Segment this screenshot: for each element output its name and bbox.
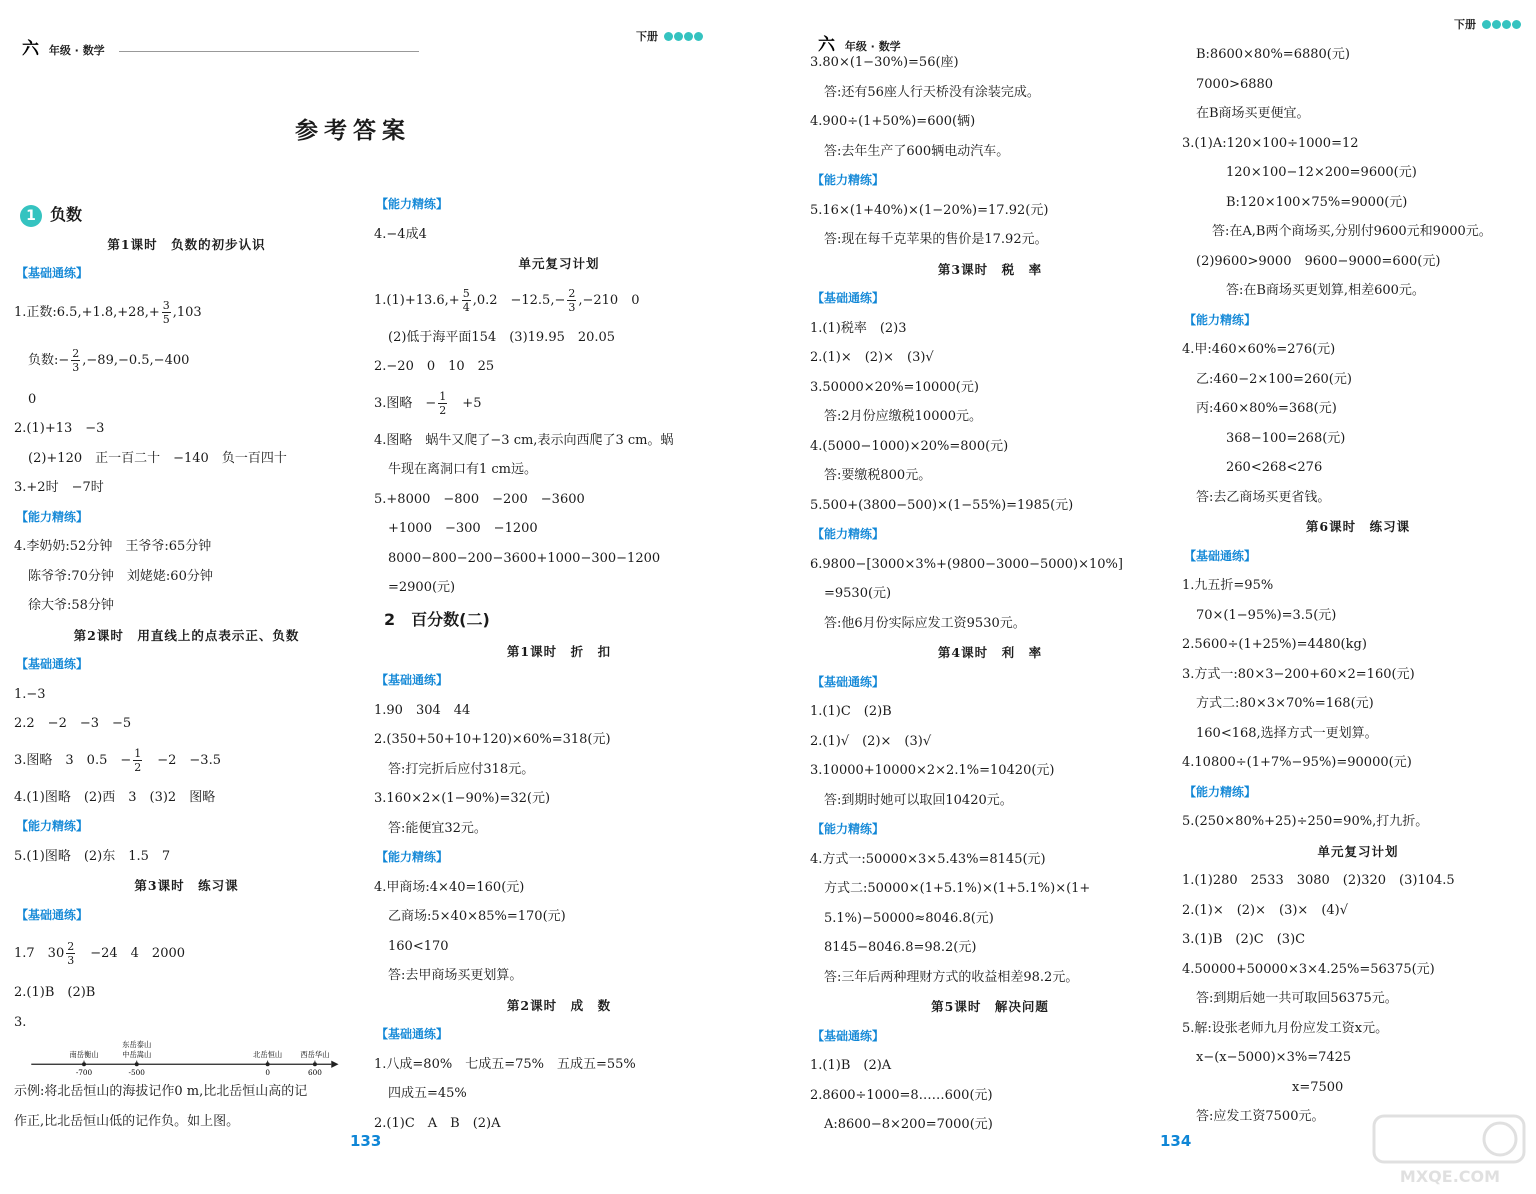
answer-line: 2.(1)B (2)B [14,985,96,1000]
answer-line: 答:三年后两种理财方式的收益相差98.2元。 [824,969,1079,985]
answer-line: 5.(250×80%+25)÷250=90%,打九折。 [1182,814,1429,829]
number-line-diagram [14,1037,354,1077]
grade-label: 年级 [844,40,867,53]
answer-line: 120×100−12×200=9600(元) [1226,165,1417,180]
answer-line: 4.900÷(1+50%)=600(辆) [810,114,976,129]
answer-line: 答:要缴税800元。 [824,468,932,483]
numline-label: 东岳泰山 [122,1040,152,1049]
answer-line: 3.(1)A:120×100÷1000=12 [1182,135,1359,151]
answer-line: x−(x−5000)×3%=7425 [1196,1050,1352,1065]
fraction: $\frac{3}{5}$ [162,298,170,326]
answer-line: 答:去乙商场买更省钱。 [1196,489,1331,505]
answer-line: 70×(1−95%)=3.5(元) [1196,607,1337,623]
answer-line: 4.(1)图略 (2)西 3 (3)2 图略 [14,789,216,805]
grade-label: 年级 [48,44,71,57]
answer-line: 丙:460×80%=368(元) [1196,401,1337,416]
answer-line: 方式二:80×3×70%=168(元) [1196,696,1374,711]
section-tag: 【基础通练】 [16,266,89,280]
answer-line: 3.80×(1−30%)=56(座) [810,55,959,70]
review-title: 单元复习计划 [518,256,600,271]
answer-line: 3.方式一:80×3−200+60×2=160(元) [1182,666,1415,682]
numline-tick-label: 0 [265,1068,270,1077]
answer-line: 答:到期后她一共可取回56375元。 [1196,991,1398,1006]
section-tag: 【基础通练】 [812,674,885,689]
answer-line: 6.9800−[3000×3%+(9800−3000−5000)×10%] [810,556,1123,572]
answer-line: 4.50000+50000×3×4.25%=56375(元) [1182,961,1435,977]
page-title: 参考答案 [295,118,411,144]
answer-line: 5.解:设张老师九月份应发工资x元。 [1182,1020,1389,1036]
answer-line: 4.10800÷(1+7%−95%)=90000(元) [1182,755,1412,770]
point [82,1062,86,1066]
answer-line: 2.(1)× (2)× (3)√ [810,350,934,365]
answer-line: 1.正数:6.5,+1.8,+28,+ $\frac{3}{5}$ ,103 [14,298,202,326]
answer-line: 0 [28,391,37,407]
answer-line: 3.50000×20%=10000(元) [810,379,979,395]
page-header: 六 年级 · 数学 [818,35,901,55]
answer-line: 160<170 [388,938,449,954]
answer-line: 在B商场买更便宜。 [1196,106,1310,121]
answer-line: 方式二:50000×(1+5.1%)×(1+5.1%)×(1+ [824,881,1091,896]
point [266,1062,270,1066]
section-tag: 【能力精练】 [812,527,885,541]
answer-line: 2.(1)C A B (2)A [374,1115,501,1131]
section-tag: 【基础通练】 [16,907,89,922]
answer-line: 4.甲:460×60%=276(元) [1182,342,1336,357]
answer-line: 1.−3 [14,686,46,702]
answer-line: 1.(1)税率 (2)3 [810,320,907,336]
answer-line: +1000 −300 −1200 [388,521,538,536]
section-tag: 【能力精练】 [1184,312,1257,327]
answer-line: 答:在A,B两个商场买,分别付9600元和9000元。 [1212,224,1492,239]
decorative-dots-icon [664,31,704,44]
section-tag: 【基础通练】 [376,673,449,687]
lesson-title: 第4课时 利 率 [937,645,1043,660]
answer-line: 160<168,选择方式一更划算。 [1196,725,1378,741]
answer-line: 答:还有56座人行天桥没有涂装完成。 [824,84,1040,100]
answer-line: 答:现在每千克苹果的售价是17.92元。 [824,232,1048,247]
answer-line: 4.甲商场:4×40=160(元) [374,879,525,895]
answer-line: (2)9600>9000 9600−9000=600(元) [1196,253,1441,269]
point [313,1062,317,1066]
answer-line: 7000>6880 [1196,76,1274,92]
lesson-title: 第1课时 负数的初步认识 [107,236,266,252]
fraction: $\frac{1}{2}$ [134,746,142,774]
answer-line: 1.八成=80% 七成五=75% 五成五=55% [374,1056,636,1072]
answer-line: 答:打完折后应付318元。 [388,761,535,777]
grade-number: 六 [22,39,39,59]
answer-line: 4.−4成4 [374,226,427,242]
left-column-1 [14,200,359,1136]
numline-tick-label: -500 [128,1068,145,1077]
grade-number: 六 [818,35,835,55]
answer-line: 示例:将北岳恒山的海拔记作0 m,比北岳恒山高的记 [14,1084,308,1099]
answer-line: 答:到期时她可以取回10420元。 [824,792,1013,808]
answer-line: 1.(1)+13.6,+ $\frac{5}{4}$ ,0.2 −12.5,− $\frac{2}{3}$ ,−210 0 [374,286,640,314]
subject-label: 数学 [82,44,105,57]
fraction: $\frac{2}{3}$ [568,286,576,314]
answer-line: 负数:− $\frac{2}{3}$ ,−89,−0.5,−400 [28,346,190,374]
lesson-title: 第2课时 用直线上的点表示正、负数 [73,627,300,643]
numline-label: 北岳恒山 [253,1050,283,1059]
page-header: 六 年级 · 数学 [22,34,419,59]
answer-line: x=7500 [1292,1079,1344,1095]
section-tag: 【基础通练】 [812,291,885,305]
answer-line: 2.5600÷(1+25%)=4480(kg) [1182,637,1367,652]
lesson-title: 第5课时 解决问题 [931,999,1049,1014]
answer-line: (2)低于海平面154 (3)19.95 20.05 [388,329,616,345]
answer-line: =2900(元) [388,580,456,595]
numline-tick-label: -700 [75,1068,93,1077]
fraction: $\frac{2}{3}$ [67,940,75,967]
section-tag: 【能力精练】 [1184,784,1257,799]
answer-line: B:8600×80%=6880(元) [1196,47,1350,62]
answer-line: 3.图略 − $\frac{1}{2}$ +5 [374,389,482,417]
answer-line: 答:他6月份实际应发工资9530元。 [824,615,1026,631]
answer-line: 3.10000+10000×2×2.1%=10420(元) [810,763,1055,778]
answer-line: 乙:460−2×100=260(元) [1196,371,1352,387]
volume-label: 下册 [636,28,704,44]
section-tag: 【基础通练】 [812,1028,885,1043]
answer-line: 1.7 30 $\frac{2}{3}$ −24 4 2000 [14,940,186,967]
answer-line: 2.(1)+13 −3 [14,421,105,436]
answer-line: 3.(1)B (2)C (3)C [1182,932,1306,947]
watermark-logo [1370,1108,1530,1188]
answer-line: 260<268<276 [1226,460,1323,475]
answer-line: 2.(350+50+10+120)×60%=318(元) [374,732,611,747]
arrow-right-icon [331,1061,338,1068]
svg-text:MXQE.COM: MXQE.COM [1399,1167,1501,1186]
numline-label: 中岳嵩山 [122,1050,152,1059]
answer-line: 2.8600÷1000=8……600(元) [810,1087,993,1103]
section-tag: 【能力精练】 [376,850,449,864]
answer-line: 5.+8000 −800 −200 −3600 [374,491,585,507]
lesson-title: 第3课时 练习课 [134,878,239,893]
right-column-1 [810,48,1170,1140]
point [135,1062,139,1066]
answer-line: 答:能便宜32元。 [388,820,487,836]
answer-line: 作正,比北岳恒山低的记作负。如上图。 [14,1113,240,1129]
fraction: $\frac{2}{3}$ [72,346,80,374]
section-tag: 【基础通练】 [1184,548,1257,563]
answer-line: 3.+2时 −7时 [14,480,104,495]
section-tag: 【能力精练】 [16,509,89,524]
unit-1-heading: 1 负数 [20,200,359,230]
answer-line: 2.−20 0 10 25 [374,359,495,374]
lesson-title: 第2课时 成 数 [506,997,612,1013]
answer-line: 乙商场:5×40×85%=170(元) [388,909,566,924]
page-number: 133 [350,1132,382,1150]
volume-label: 下册 [1454,16,1522,32]
review-title: 单元复习计划 [1317,843,1399,859]
answer-line: 8145−8046.8=98.2(元) [824,940,977,955]
answer-line: 1.(1)C (2)B [810,704,892,719]
fraction: $\frac{1}{2}$ [439,389,447,417]
answer-line: 5.500+(3800−500)×(1−55%)=1985(元) [810,497,1074,513]
right-page [768,0,1536,1194]
answer-line: =9530(元) [824,586,892,601]
section-tag: 【能力精练】 [812,173,885,187]
answer-line: 5.(1)图略 (2)东 1.5 7 [14,848,171,864]
numline-tick-label: 600 [307,1068,322,1077]
section-tag: 【基础通练】 [16,657,89,671]
lesson-title: 第6课时 练习课 [1305,519,1411,534]
answer-line: 4.图略 蜗牛又爬了−3 cm,表示向西爬了3 cm。蜗 [374,432,674,448]
answer-line: 答:应发工资7500元。 [1196,1109,1325,1124]
answer-line: 2.(1)√ (2)× (3)√ [810,733,932,749]
section-tag: 【能力精练】 [16,819,89,833]
subject-label: 数学 [878,40,901,53]
answer-line: 答:在B商场买更划算,相差600元。 [1226,283,1425,298]
section-tag: 【基础通练】 [376,1027,449,1041]
numline-label: 西岳华山 [300,1050,330,1059]
answer-line: B:120×100×75%=9000(元) [1226,194,1408,210]
header-rule [119,51,419,52]
unit-badge: 1 [20,205,42,227]
answer-line: 答:去甲商场买更划算。 [388,968,523,983]
unit-2-heading: 2 百分数(二) [384,609,490,629]
page-number: 134 [1160,1132,1192,1150]
answer-line: 2.2 −2 −3 −5 [14,716,132,731]
answer-line: 1.(1)280 2533 3080 (2)320 (3)104.5 [1182,873,1455,888]
section-tag: 【能力精练】 [812,822,885,836]
answer-line: 368−100=268(元) [1226,430,1346,446]
numline-label: 南岳衡山 [69,1050,99,1059]
answer-line: 徐大爷:58分钟 [28,598,114,613]
answer-line: 5.16×(1+40%)×(1−20%)=17.92(元) [810,202,1049,218]
answer-line: 牛现在离洞口有1 cm远。 [388,462,538,477]
answer-line: 答:去年生产了600辆电动汽车。 [824,143,1010,159]
answer-line: A:8600−8×200=7000(元) [824,1117,993,1132]
answer-line: 1.90 304 44 [374,702,471,718]
answer-line: 2.(1)× (2)× (3)× (4)√ [1182,902,1349,918]
lesson-title: 第1课时 折 扣 [506,643,612,659]
lesson-title: 第3课时 税 率 [937,261,1043,277]
section-tag: 【能力精练】 [376,197,449,211]
right-column-2 [1182,40,1534,1132]
answer-line: 4.李奶奶:52分钟 王爷爷:65分钟 [14,539,212,554]
answer-line: 陈爷爷:70分钟 刘姥姥:60分钟 [28,568,213,584]
answer-line: 8000−800−200−3600+1000−300−1200 [388,550,661,566]
fraction: $\frac{5}{4}$ [462,286,470,314]
left-column-2 [374,190,744,1138]
answer-line: (2)+120 正一百二十 −140 负一百四十 [28,450,287,466]
answer-line: 4.方式一:50000×3×5.43%=8145(元) [810,851,1046,867]
decorative-dots-icon [1482,19,1522,32]
answer-line: 3. [14,1014,27,1030]
answer-line: 四成五=45% [388,1086,467,1101]
answer-line: 4.(5000−1000)×20%=800(元) [810,438,1009,454]
answer-line: 1.(1)B (2)A [810,1058,892,1073]
answer-line: 3.图略 3 0.5 − $\frac{1}{2}$ −2 −3.5 [14,746,221,774]
answer-line: 1.九五折=95% [1182,578,1274,593]
answer-line: 5.1%)−50000≈8046.8(元) [824,910,994,926]
answer-line: 答:2月份应缴税10000元。 [824,409,983,424]
answer-line: 3.160×2×(1−90%)=32(元) [374,791,551,806]
